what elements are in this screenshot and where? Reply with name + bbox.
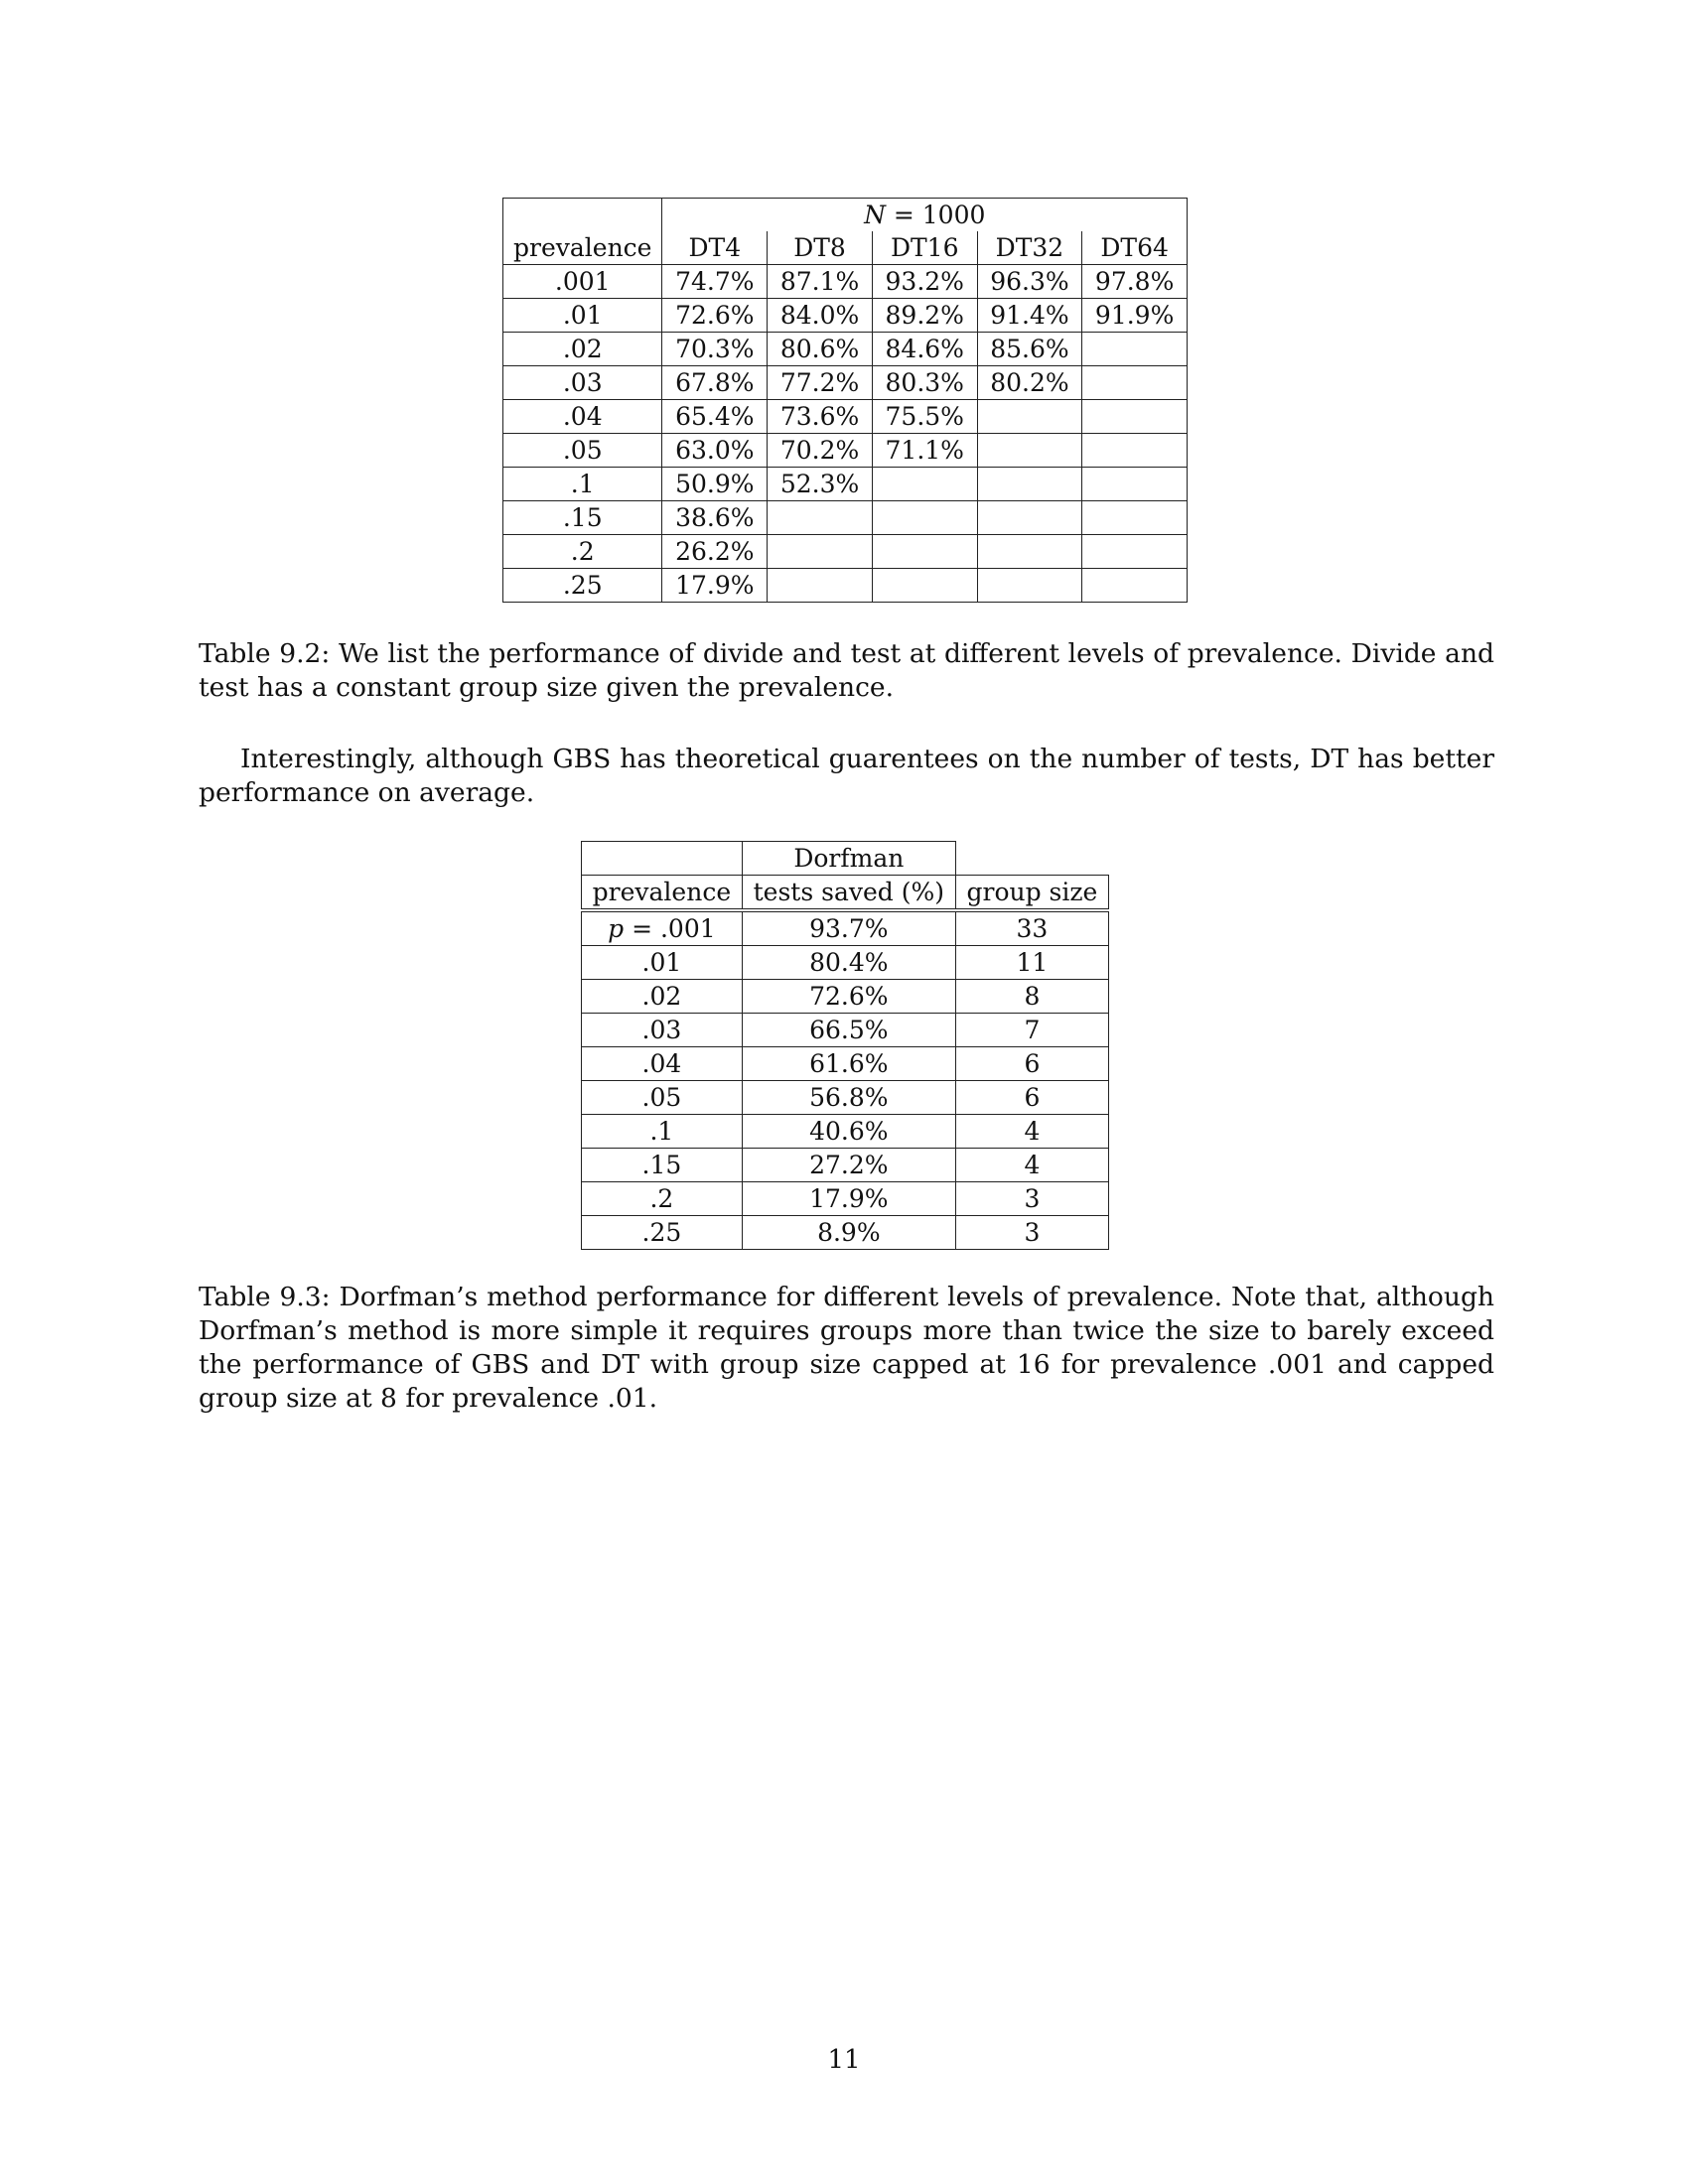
table-cell: 80.3%	[872, 366, 977, 400]
table-cell: 80.4%	[742, 946, 955, 980]
table-row	[503, 569, 1188, 603]
column-header: tests saved (%)	[742, 876, 955, 911]
group-header-value: = 1000	[885, 201, 986, 229]
table-cell	[872, 501, 977, 535]
table-9-2-caption: Table 9.2: We list the performance of divide and test at different levels of prevalence. Divide and test has a constant group size given the prevalence.	[199, 638, 1494, 703]
table-row	[582, 910, 1109, 946]
table-cell: 84.6%	[872, 333, 977, 366]
divide-and-test-table	[502, 198, 1188, 603]
table-row	[582, 1047, 1109, 1081]
table-cell: 17.9%	[662, 569, 768, 603]
table-cell: .1	[503, 468, 662, 501]
page-number: 11	[827, 2045, 861, 2075]
table-cell: .2	[503, 535, 662, 569]
table-cell: .02	[582, 980, 743, 1014]
table-cell: 67.8%	[662, 366, 768, 400]
table-group-header-row	[582, 842, 1109, 876]
table-cell: .25	[503, 569, 662, 603]
table-cell: 4	[955, 1115, 1108, 1149]
table-row	[582, 1216, 1109, 1250]
table-cell	[872, 535, 977, 569]
table-row	[582, 946, 1109, 980]
table-cell	[872, 569, 977, 603]
table-row	[503, 299, 1188, 333]
table-cell: .01	[582, 946, 743, 980]
table-cell: 80.2%	[977, 366, 1082, 400]
table-cell: 66.5%	[742, 1014, 955, 1047]
table-cell: 93.2%	[872, 265, 977, 299]
table-cell: 6	[955, 1081, 1108, 1115]
table-cell: .01	[503, 299, 662, 333]
table-cell	[1082, 468, 1188, 501]
table-cell	[977, 535, 1082, 569]
table-cell: 8	[955, 980, 1108, 1014]
table-group-header	[662, 199, 1188, 232]
table-blank-cell	[955, 842, 1108, 876]
table-cell: 96.3%	[977, 265, 1082, 299]
table-row	[582, 1081, 1109, 1115]
table-cell	[1082, 569, 1188, 603]
table-cell: .04	[503, 400, 662, 434]
table-corner-cell	[582, 842, 743, 876]
table-cell: 70.3%	[662, 333, 768, 366]
table-row	[582, 1149, 1109, 1182]
column-header: DT8	[768, 231, 873, 265]
table-cell: 84.0%	[768, 299, 873, 333]
table-cell: 40.6%	[742, 1115, 955, 1149]
table-column-header-row	[582, 876, 1109, 911]
table-cell: 33	[955, 910, 1108, 946]
table-cell: 11	[955, 946, 1108, 980]
table-cell: 85.6%	[977, 333, 1082, 366]
table-cell: 65.4%	[662, 400, 768, 434]
table-cell: 4	[955, 1149, 1108, 1182]
table-cell: 56.8%	[742, 1081, 955, 1115]
table-cell	[768, 535, 873, 569]
column-header: DT64	[1082, 231, 1188, 265]
table-cell: 75.5%	[872, 400, 977, 434]
table-cell	[1082, 501, 1188, 535]
column-header: DT4	[662, 231, 768, 265]
table-cell: 3	[955, 1216, 1108, 1250]
table-cell: .05	[503, 434, 662, 468]
table-cell: 77.2%	[768, 366, 873, 400]
table-cell: 74.7%	[662, 265, 768, 299]
prevalence-value: = .001	[624, 914, 716, 943]
table-cell: 91.4%	[977, 299, 1082, 333]
variable-n: N	[864, 201, 886, 229]
table-cell: 91.9%	[1082, 299, 1188, 333]
table-cell: 80.6%	[768, 333, 873, 366]
table-row	[503, 434, 1188, 468]
table-group-header-row	[503, 199, 1188, 232]
table-cell	[977, 434, 1082, 468]
table-cell: 7	[955, 1014, 1108, 1047]
table-row	[582, 1014, 1109, 1047]
table-row	[503, 333, 1188, 366]
table-row	[503, 366, 1188, 400]
table-cell: 89.2%	[872, 299, 977, 333]
table-cell: .15	[582, 1149, 743, 1182]
table-cell: .2	[582, 1182, 743, 1216]
table-cell: .1	[582, 1115, 743, 1149]
column-header: prevalence	[503, 231, 662, 265]
table-group-header: Dorfman	[742, 842, 955, 876]
table-cell: 3	[955, 1182, 1108, 1216]
table-cell: 52.3%	[768, 468, 873, 501]
table-corner-cell	[503, 199, 662, 232]
table-cell: 72.6%	[662, 299, 768, 333]
table-cell	[582, 910, 743, 946]
table-cell	[977, 501, 1082, 535]
table-row	[503, 535, 1188, 569]
table-cell: 50.9%	[662, 468, 768, 501]
table-cell: .03	[582, 1014, 743, 1047]
table-row	[503, 501, 1188, 535]
table-cell: 38.6%	[662, 501, 768, 535]
table-cell: 70.2%	[768, 434, 873, 468]
table-cell: .05	[582, 1081, 743, 1115]
table-cell: .02	[503, 333, 662, 366]
column-header: prevalence	[582, 876, 743, 911]
column-header: group size	[955, 876, 1108, 911]
table-cell: 72.6%	[742, 980, 955, 1014]
table-cell	[768, 569, 873, 603]
table-row	[503, 468, 1188, 501]
table-cell: .001	[503, 265, 662, 299]
variable-p: p	[608, 914, 625, 943]
table-cell: 93.7%	[742, 910, 955, 946]
table-row	[503, 400, 1188, 434]
table-cell	[977, 468, 1082, 501]
table-cell	[768, 501, 873, 535]
table-cell: 6	[955, 1047, 1108, 1081]
table-row	[582, 1182, 1109, 1216]
dorfman-table	[581, 841, 1109, 1250]
table-column-header-row	[503, 231, 1188, 265]
table-row	[582, 980, 1109, 1014]
table-9-3-caption: Table 9.3: Dorfman’s method performance for different levels of prevalence. Note that, although Dorfman’s method is more simple it requires groups more than twice the size to barely exceed the performance of GBS and DT with group size capped at 16 for prevalence .001 and capped group size at 8 for prevalence .01.	[199, 1282, 1494, 1414]
table-cell	[977, 569, 1082, 603]
table-cell: .15	[503, 501, 662, 535]
table-cell	[1082, 333, 1188, 366]
table-cell	[1082, 366, 1188, 400]
table-cell: 87.1%	[768, 265, 873, 299]
table-cell	[1082, 535, 1188, 569]
table-cell: 61.6%	[742, 1047, 955, 1081]
table-cell	[1082, 434, 1188, 468]
table-cell: 17.9%	[742, 1182, 955, 1216]
table-cell: 8.9%	[742, 1216, 955, 1250]
table-cell: .25	[582, 1216, 743, 1250]
table-cell: 73.6%	[768, 400, 873, 434]
table-cell: 27.2%	[742, 1149, 955, 1182]
table-cell: 71.1%	[872, 434, 977, 468]
table-row	[503, 265, 1188, 299]
table-row	[582, 1115, 1109, 1149]
table-cell	[977, 400, 1082, 434]
body-paragraph: Interestingly, although GBS has theoretical guarentees on the number of tests, DT has better performance on average.	[199, 744, 1494, 808]
table-cell: .03	[503, 366, 662, 400]
table-cell	[872, 468, 977, 501]
table-cell: 97.8%	[1082, 265, 1188, 299]
table-cell: 26.2%	[662, 535, 768, 569]
column-header: DT16	[872, 231, 977, 265]
table-cell: .04	[582, 1047, 743, 1081]
column-header: DT32	[977, 231, 1082, 265]
table-cell: 63.0%	[662, 434, 768, 468]
table-cell	[1082, 400, 1188, 434]
